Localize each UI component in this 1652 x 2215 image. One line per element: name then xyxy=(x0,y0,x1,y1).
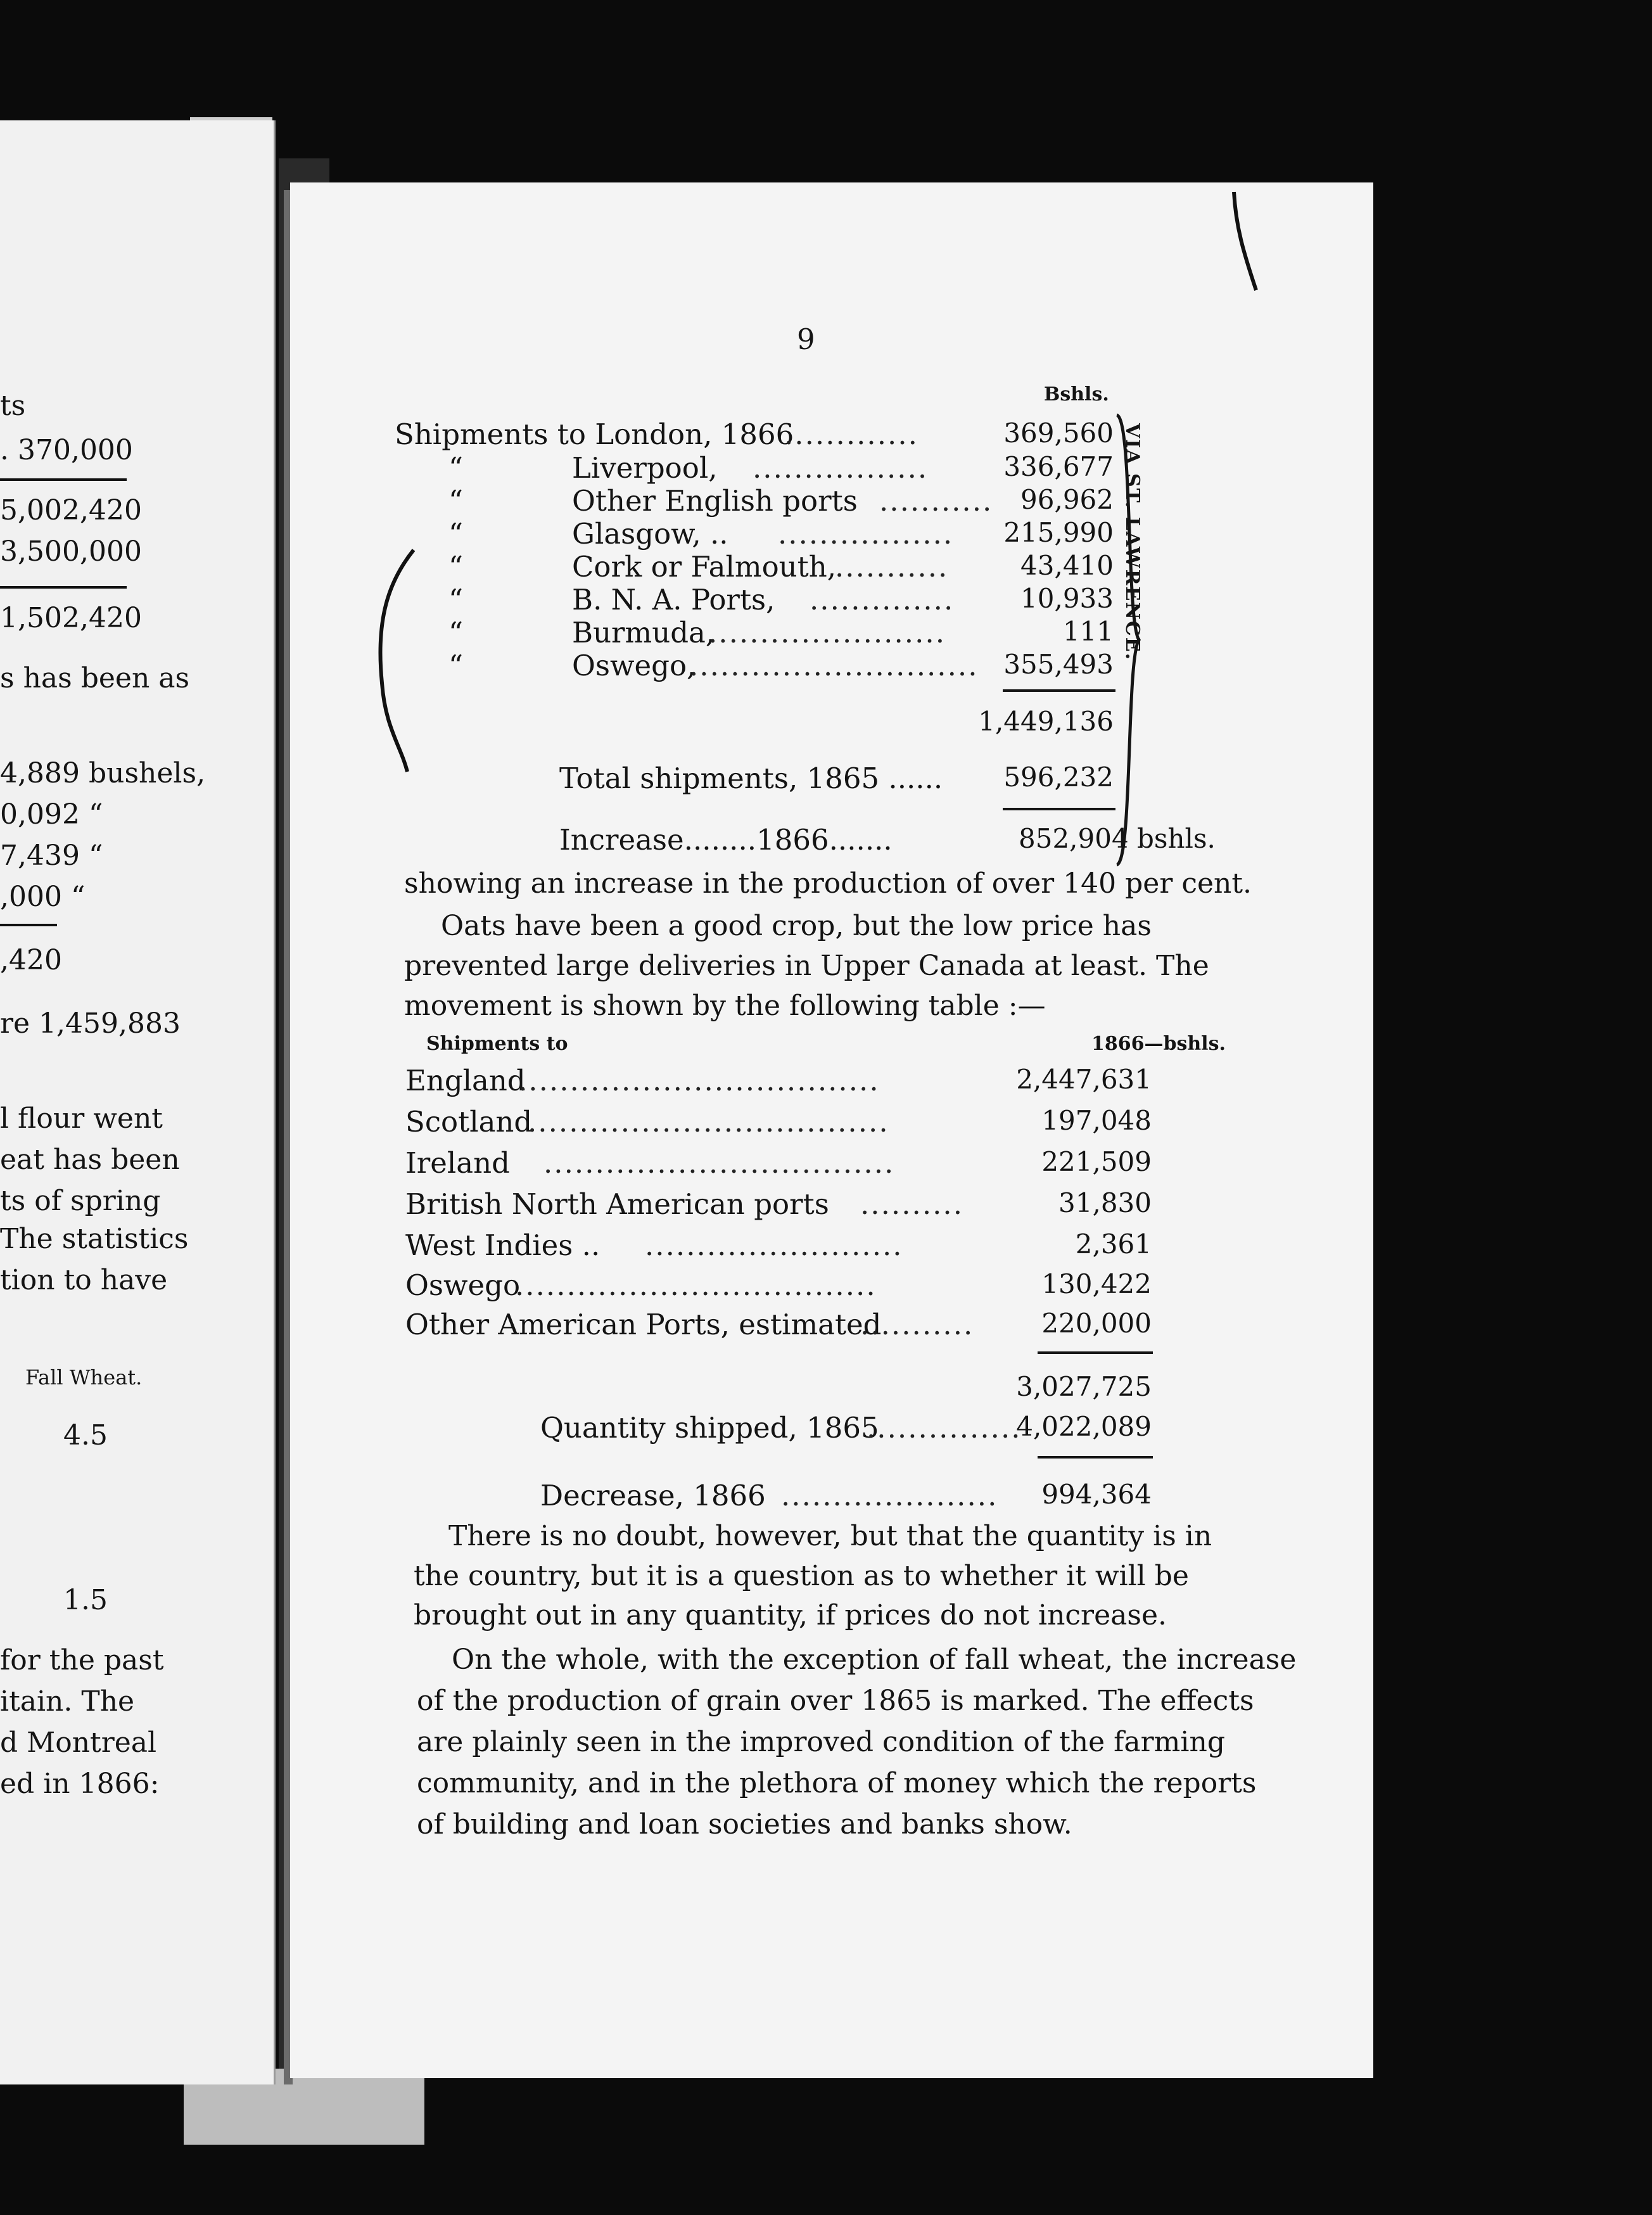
table2-row-label: England xyxy=(405,1064,526,1097)
table1-row-label: Burmuda, xyxy=(572,616,715,649)
table2-row-label: Ireland xyxy=(405,1146,510,1180)
table1-row-value: 43,410 xyxy=(1020,550,1114,581)
table1-row-value: 355,493 xyxy=(1003,649,1114,680)
table2-row-label: Scotland xyxy=(405,1105,533,1139)
ditto-mark: “ xyxy=(448,517,464,551)
bshls-header: Bshls. xyxy=(1044,383,1109,405)
left-line: ,000 “ xyxy=(0,881,86,913)
shipments-london-value: 369,560 xyxy=(1003,418,1114,449)
leader-dots: ............... xyxy=(867,1411,1022,1445)
left-line: 5,002,420 xyxy=(0,494,142,527)
left-page xyxy=(0,120,276,2084)
sum-rule xyxy=(1038,1351,1153,1354)
table2-row-value: 31,830 xyxy=(1058,1187,1152,1218)
total-1865-value: 596,232 xyxy=(1003,762,1114,793)
leader-dots: ................................... xyxy=(518,1064,880,1097)
leader-dots: ....................... xyxy=(708,616,946,649)
left-line: The statistics xyxy=(0,1223,189,1255)
leader-dots: ..................... xyxy=(781,1479,998,1512)
leader-dots: ........... xyxy=(835,550,949,584)
right-page xyxy=(290,182,1373,2078)
table1-row-label: Other English ports xyxy=(572,484,858,518)
leader-dots: ............................ xyxy=(689,649,979,682)
page-number: 9 xyxy=(797,322,815,356)
left-line: ed in 1866: xyxy=(0,1768,160,1800)
left-line: d Montreal xyxy=(0,1727,157,1759)
left-rule xyxy=(0,478,127,481)
ditto-mark: “ xyxy=(448,616,464,649)
paragraph-line: Oats have been a good crop, but the low price has xyxy=(441,910,1152,942)
table2-row-value: 221,509 xyxy=(1041,1146,1152,1177)
shipped-1865-label: Quantity shipped, 1865 xyxy=(540,1411,879,1445)
table2-row-label: Oswego xyxy=(405,1268,521,1302)
via-st-lawrence-label: VIA ST. LAWRENCE. xyxy=(1121,423,1143,661)
leader-dots: ............. xyxy=(784,418,918,451)
ditto-mark: “ xyxy=(448,649,464,682)
paragraph-line: movement is shown by the following table :— xyxy=(404,990,1046,1022)
total-1865-label: Total shipments, 1865 ...... xyxy=(559,762,943,795)
decrease-label: Decrease, 1866 xyxy=(540,1479,766,1512)
leader-dots: ........... xyxy=(860,1308,974,1341)
table2-row-label: Other American Ports, estimated xyxy=(405,1308,882,1341)
sum-rule xyxy=(1003,808,1115,810)
left-line: 7,439 “ xyxy=(0,839,103,872)
leader-dots: ........... xyxy=(879,484,993,518)
table1-row-value: 10,933 xyxy=(1020,583,1114,614)
sum-rule xyxy=(1038,1456,1153,1459)
left-line: . 370,000 xyxy=(0,434,133,466)
paragraph-line: prevented large deliveries in Upper Canada at least. The xyxy=(404,950,1209,982)
left-line: 4.5 xyxy=(63,1419,108,1452)
left-line: eat has been xyxy=(0,1144,180,1176)
paragraph-line: community, and in the plethora of money which the reports xyxy=(417,1767,1257,1799)
leader-dots: ................................... xyxy=(515,1268,877,1302)
left-line: 1,502,420 xyxy=(0,602,142,634)
increase-label: Increase........1866....... xyxy=(559,823,893,857)
table2-col-right: 1866—bshls. xyxy=(1091,1033,1226,1055)
left-line: Fall Wheat. xyxy=(25,1365,143,1389)
shipments-london-label: Shipments to London, 1866 xyxy=(395,418,794,451)
table1-row-value: 96,962 xyxy=(1020,484,1114,515)
table1-row-value: 215,990 xyxy=(1003,517,1114,548)
left-line: itain. The xyxy=(0,1685,135,1718)
left-line: 0,092 “ xyxy=(0,798,103,831)
left-rule xyxy=(0,924,57,926)
sum-rule xyxy=(1003,689,1115,692)
paragraph-line: of building and loan societies and banks show. xyxy=(417,1808,1072,1841)
paragraph-line: brought out in any quantity, if prices do not increase. xyxy=(414,1599,1167,1631)
left-line: re 1,459,883 xyxy=(0,1007,181,1040)
table2-row-value: 2,447,631 xyxy=(1016,1064,1152,1095)
ditto-mark: “ xyxy=(448,484,464,518)
table1-row-label: Liverpool, xyxy=(572,451,718,485)
left-line: ts of spring xyxy=(0,1185,161,1217)
table2-total: 3,027,725 xyxy=(1016,1371,1152,1402)
leader-dots: .............. xyxy=(810,583,955,616)
left-line: 4,889 bushels, xyxy=(0,757,206,789)
increase-value: 852,904 bshls. xyxy=(1019,823,1216,854)
table1-row-value: 336,677 xyxy=(1003,451,1114,482)
table2-row-value: 130,422 xyxy=(1041,1268,1152,1299)
table1-total: 1,449,136 xyxy=(978,706,1114,737)
paragraph-line: are plainly seen in the improved condition of the farming xyxy=(417,1726,1225,1758)
shipped-1865-value: 4,022,089 xyxy=(1016,1411,1152,1442)
ditto-mark: “ xyxy=(448,583,464,616)
left-line: l flour went xyxy=(0,1102,163,1135)
paragraph-line: showing an increase in the production of over 140 per cent. xyxy=(404,867,1252,900)
left-line: ts xyxy=(0,390,26,422)
ditto-mark: “ xyxy=(448,550,464,584)
pencil-bracket-mark xyxy=(369,544,420,873)
left-line: for the past xyxy=(0,1644,164,1676)
table2-row-label: West Indies .. xyxy=(405,1229,600,1262)
paragraph-line: On the whole, with the exception of fall wheat, the increase xyxy=(452,1644,1297,1676)
left-line: 1.5 xyxy=(63,1584,108,1616)
leader-dots: .................................. xyxy=(543,1146,895,1180)
leader-dots: ................. xyxy=(753,451,929,485)
table1-row-label: Oswego, xyxy=(572,649,696,682)
left-line: tion to have xyxy=(0,1264,168,1296)
pencil-stroke-mark xyxy=(1231,189,1262,303)
leader-dots: .......... xyxy=(860,1187,964,1221)
left-line: s has been as xyxy=(0,662,190,694)
table2-row-value: 2,361 xyxy=(1075,1229,1152,1260)
left-line: 3,500,000 xyxy=(0,535,142,568)
leader-dots: ................................... xyxy=(528,1105,889,1139)
table2-row-label: British North American ports xyxy=(405,1187,829,1221)
table2-row-value: 220,000 xyxy=(1041,1308,1152,1339)
left-line: ,420 xyxy=(0,944,62,976)
leader-dots: ......................... xyxy=(645,1229,903,1262)
paragraph-line: the country, but it is a question as to whether it will be xyxy=(414,1560,1189,1592)
table2-col-left: Shipments to xyxy=(426,1033,568,1055)
leader-dots: ................. xyxy=(778,517,954,551)
table1-row-label: Glasgow, .. xyxy=(572,517,728,551)
table1-row-label: Cork or Falmouth, xyxy=(572,550,837,584)
paragraph-line: of the production of grain over 1865 is marked. The effects xyxy=(417,1685,1254,1717)
table1-row-value: 111 xyxy=(1062,616,1114,647)
left-rule xyxy=(0,586,127,589)
decrease-value: 994,364 xyxy=(1041,1479,1152,1510)
ditto-mark: “ xyxy=(448,451,464,485)
table2-row-value: 197,048 xyxy=(1041,1105,1152,1136)
paragraph-line: There is no doubt, however, but that the quantity is in xyxy=(448,1520,1212,1552)
table1-row-label: B. N. A. Ports, xyxy=(572,583,775,616)
